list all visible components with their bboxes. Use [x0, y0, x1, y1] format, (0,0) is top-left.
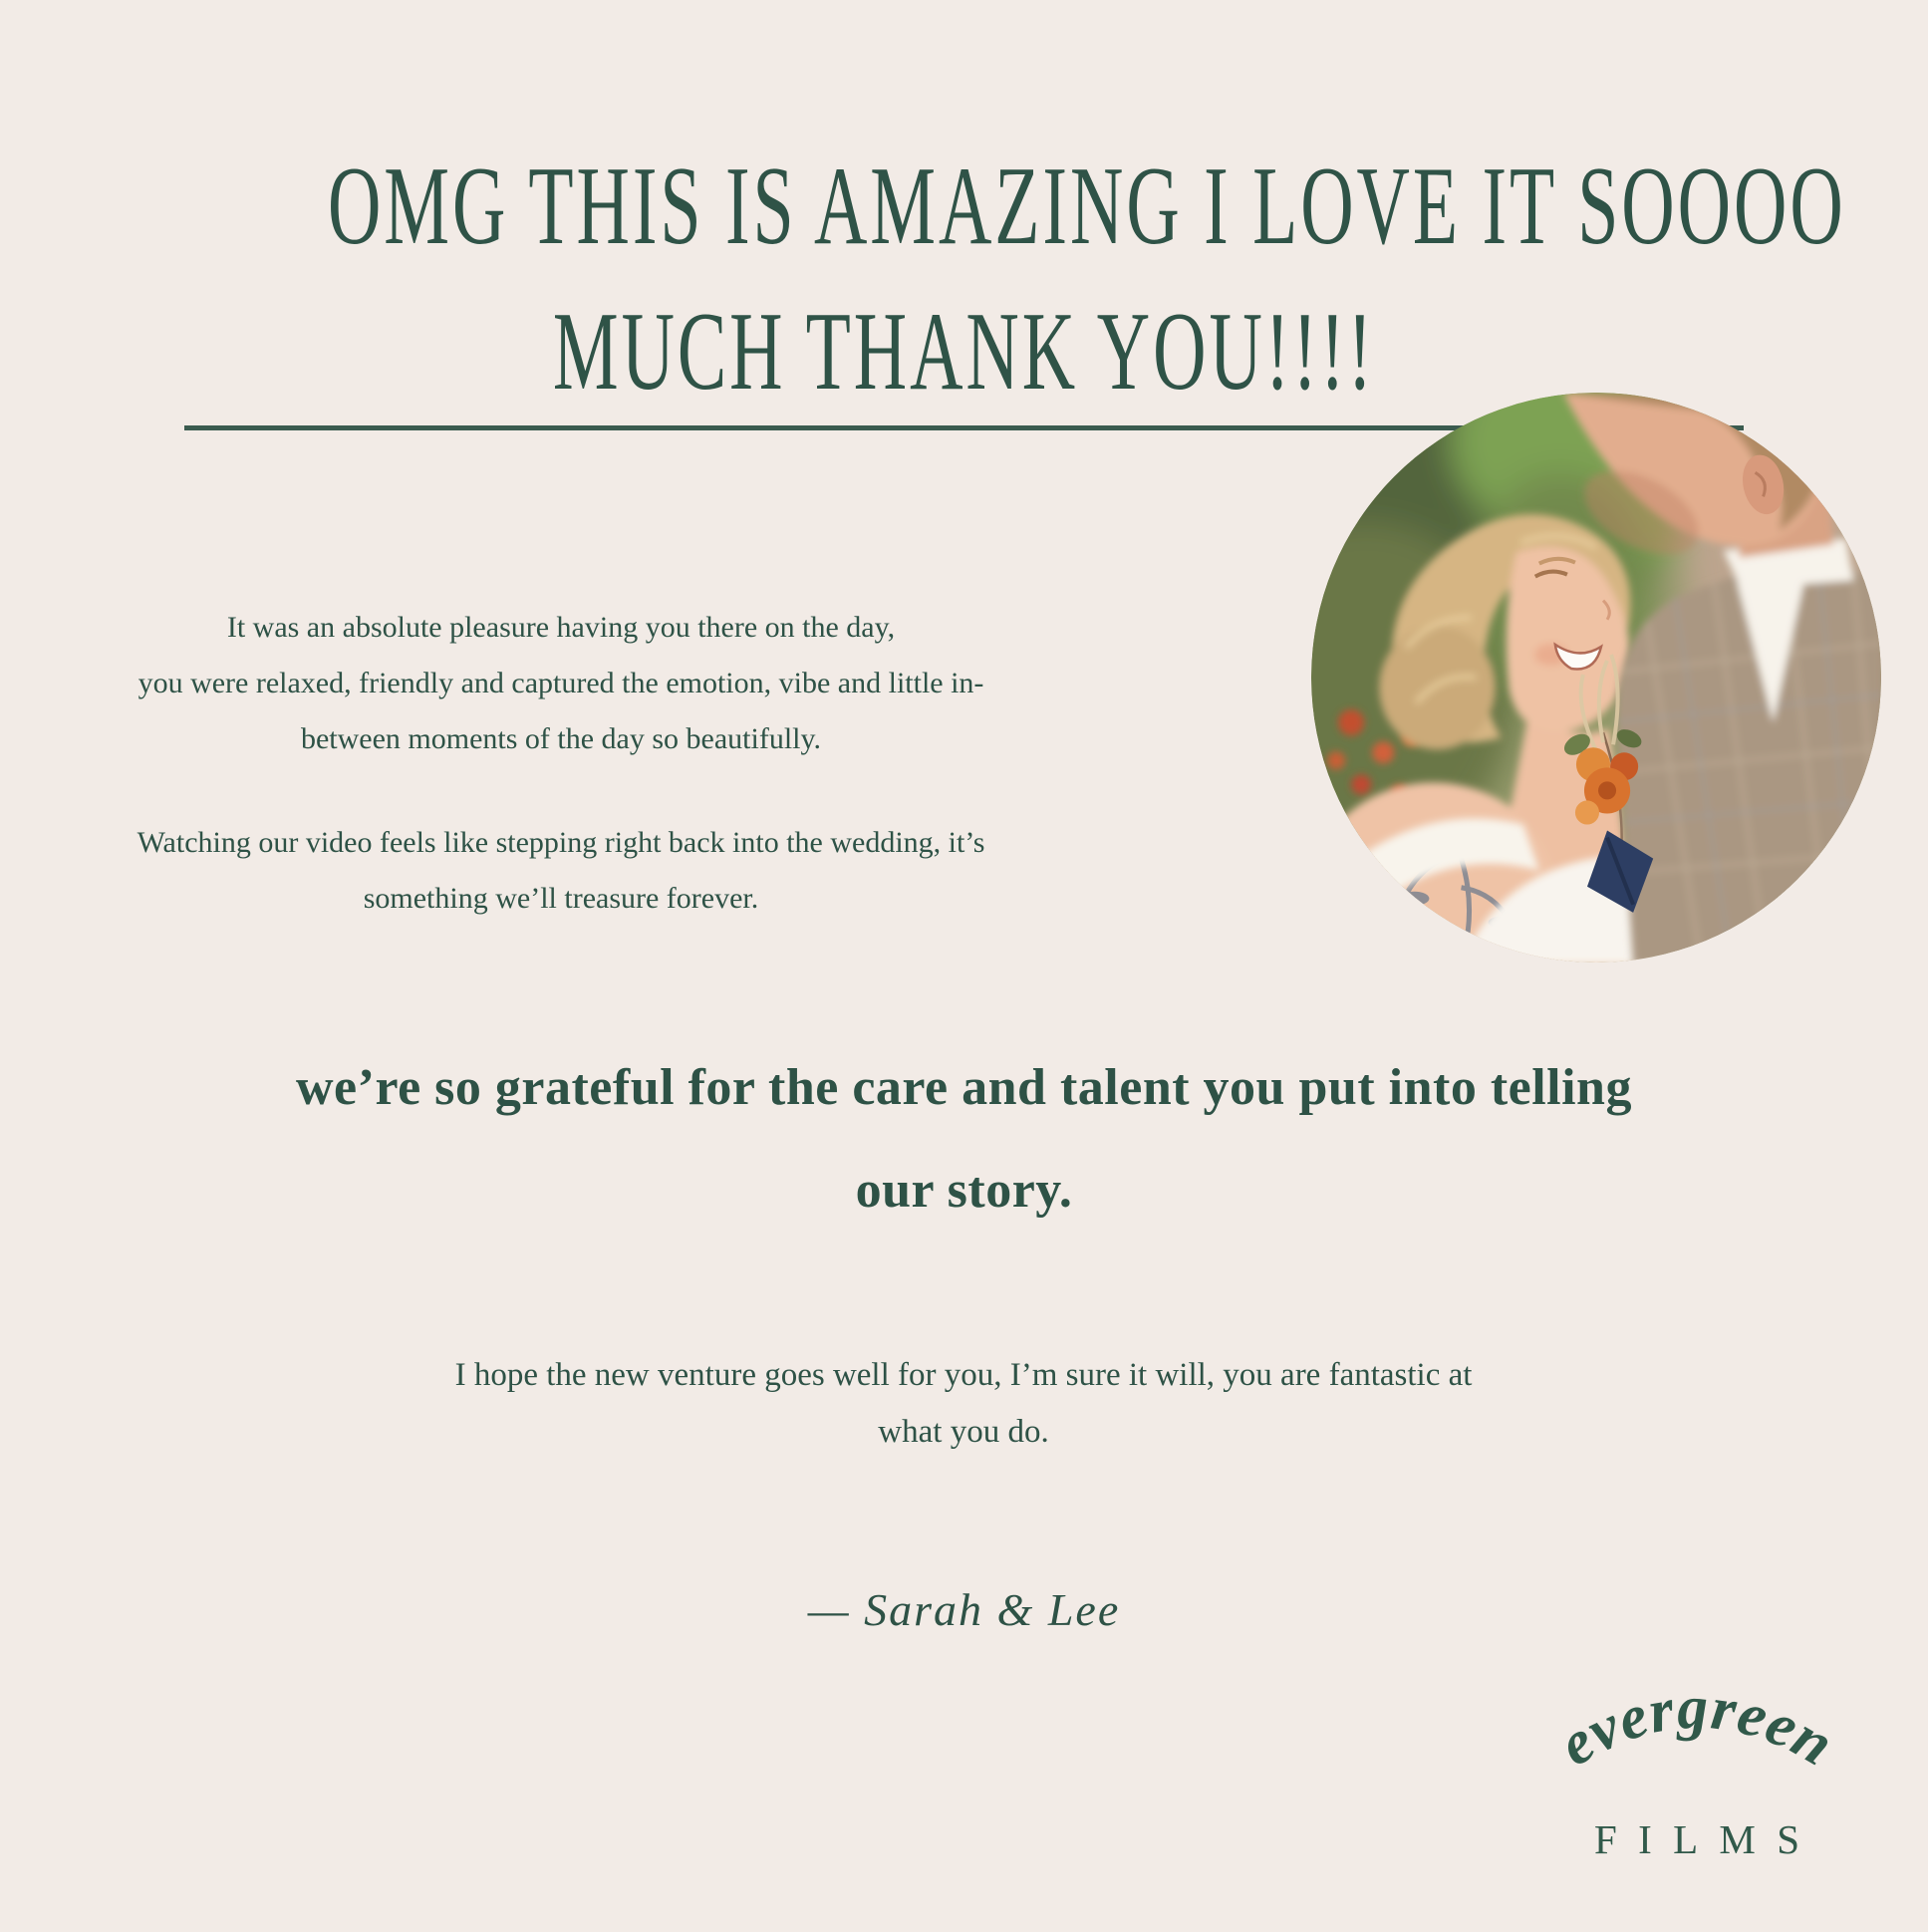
paragraph-1-line-1: It was an absolute pleasure having you there on the day,	[226, 611, 896, 644]
paragraph-2-line-1: Watching our video feels like stepping right back into the wedding, it’s	[137, 826, 985, 859]
signature-sarah-and-lee: — Sarah & Lee	[807, 1584, 1121, 1635]
logo-script-arc	[1522, 1674, 1871, 1813]
logo-script-text: evergreen	[1547, 1674, 1846, 1780]
pull-quote	[40, 1036, 1888, 1242]
evergreen-films-logo	[1522, 1674, 1871, 1863]
paragraph-2-line-2: something we’ll treasure forever.	[363, 882, 759, 915]
paragraph-1-line-3: between moments of the day so beautifully.	[300, 722, 822, 755]
paragraph-3	[36, 1347, 1891, 1461]
paragraph-1	[0, 600, 1122, 767]
headline	[0, 134, 1928, 424]
paragraph-1-line-2: you were relaxed, friendly and captured the emotion, vibe and little in-	[138, 667, 984, 699]
couple-photo-illustration	[1311, 393, 1881, 963]
logo-caps-text: FILMS	[1593, 1816, 1821, 1862]
paragraph-3-line-1: I hope the new venture goes well for you, I’m sure it will, you are fantastic at	[454, 1357, 1473, 1393]
paragraph-2	[0, 815, 1122, 927]
pull-quote-line-2: our story.	[855, 1162, 1073, 1219]
couple-photo	[1311, 393, 1881, 963]
paragraph-3-line-2: what you do.	[878, 1414, 1049, 1450]
headline-line-2: MUCH THANK YOU!!!!	[552, 290, 1376, 414]
headline-line-1: OMG THIS IS AMAZING I LOVE IT SOOOO	[327, 144, 1846, 268]
svg-text:evergreen	[1547, 1674, 1845, 1780]
pull-quote-line-1: we’re so grateful for the care and talent you put into telling	[296, 1059, 1632, 1116]
